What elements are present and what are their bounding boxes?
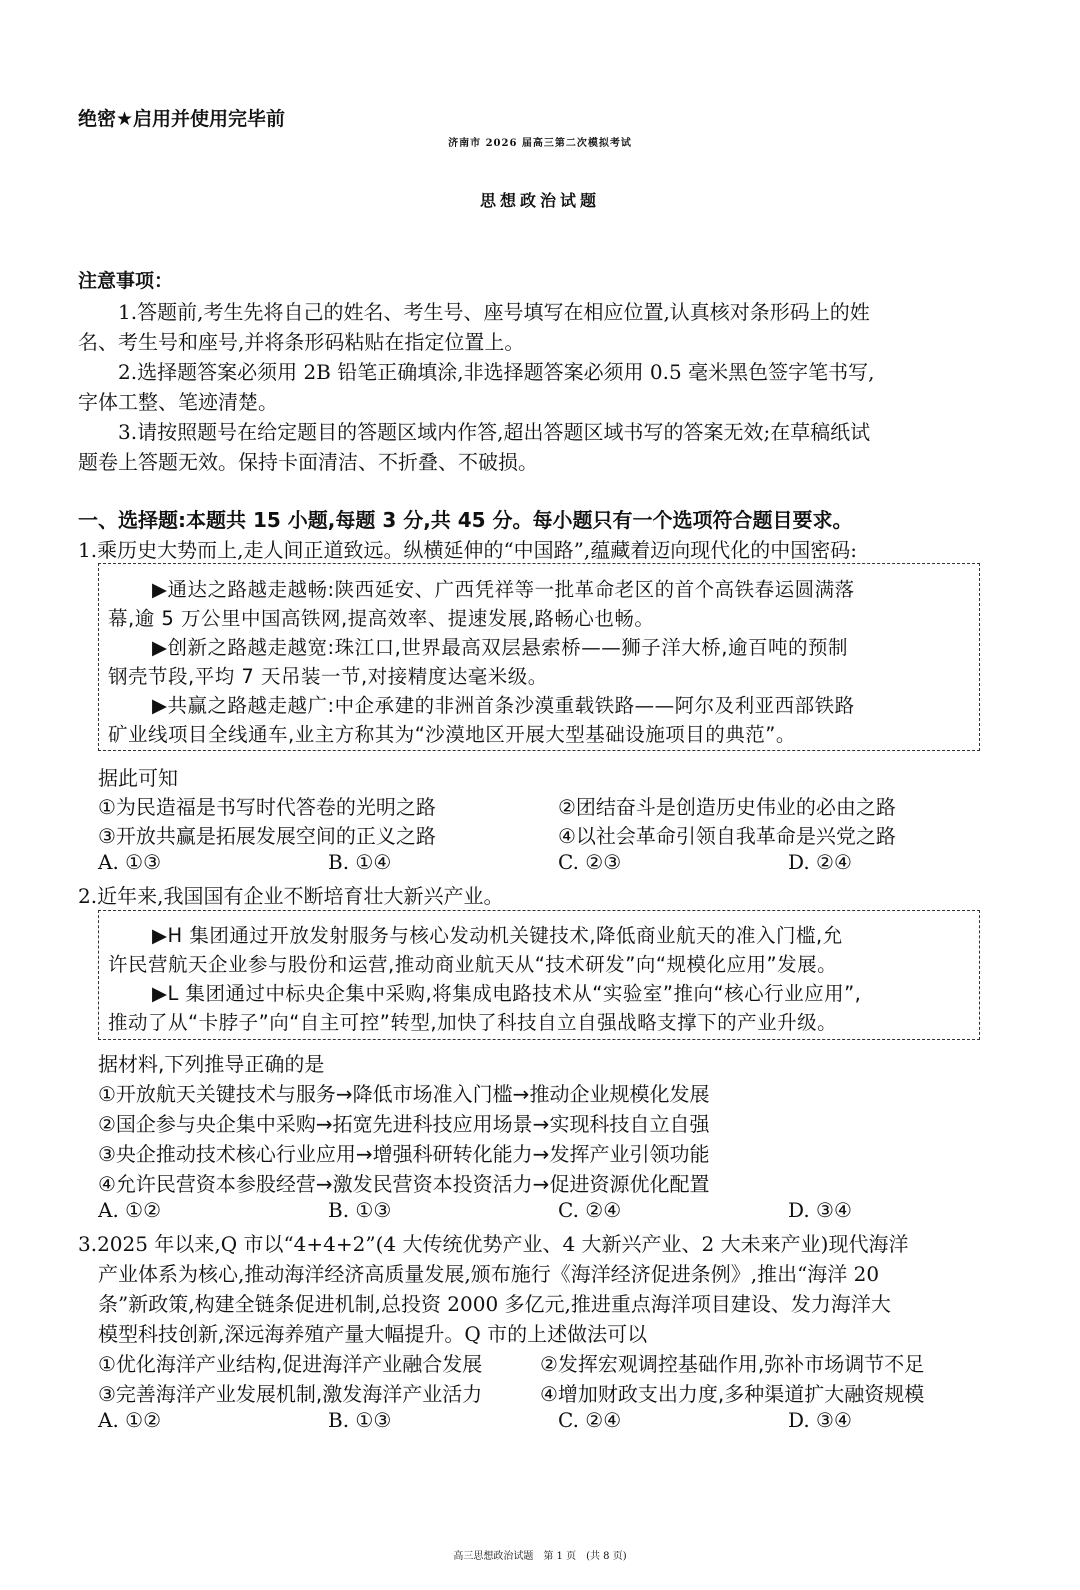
question-3-choice-d[interactable]: D. ③④ [788,1408,852,1432]
notes-line: 名、考生号和座号,并将条形码粘贴在指定位置上。 [78,330,525,354]
question-3-choice-a[interactable]: A. ①② [98,1408,162,1432]
question-1-choice-b[interactable]: B. ①④ [328,850,392,874]
notes-line: 2.选择题答案必须用 2B 铅笔正确填涂,非选择题答案必须用 0.5 毫米黑色签字笔书写, [118,360,875,384]
notes-heading: 注意事项： [78,270,174,292]
question-2-choice-a[interactable]: A. ①② [98,1198,162,1222]
material-line: ▶H 集团通过开放发射服务与核心发动机关键技术,降低商业航天的准入门槛,允 [152,924,843,947]
notes-line: 1.答题前,考生先将自己的姓名、考生号、座号填写在相应位置,认真核对条形码上的姓 [118,300,870,324]
question-1-option: ②团结奋斗是创造历史伟业的必由之路 [558,795,896,819]
question-3-choice-b[interactable]: B. ①③ [328,1408,392,1432]
question-3-option: ③完善海洋产业发展机制,激发海洋产业活力 [98,1382,483,1406]
question-3-choice-c[interactable]: C. ②④ [558,1408,622,1432]
notes-line: 字体工整、笔迹清楚。 [78,390,278,414]
question-2-option: ③央企推动技术核心行业应用→增强科研转化能力→发挥产业引领功能 [98,1142,710,1166]
material-line: ▶L 集团通过中标央企集中采购,将集成电路技术从“实验室”推向“核心行业应用”, [152,982,862,1005]
question-1-option: ③开放共赢是拓展发展空间的正义之路 [98,824,436,848]
question-1-stem: 1.乘历史大势而上,走人间正道致远。纵横延伸的“中国路”,蕴藏着迈向现代化的中国密码: [78,538,857,562]
question-2-prompt: 据材料,下列推导正确的是 [98,1052,325,1076]
question-2-option: ④允许民营资本参股经营→激发民营资本投资活力→促进资源优化配置 [98,1172,710,1196]
question-3-option: ①优化海洋产业结构,促进海洋产业融合发展 [98,1352,483,1376]
exam-subject-title: 思想政治试题 [479,191,600,210]
question-3-option: ②发挥宏观调控基础作用,弥补市场调节不足 [540,1352,925,1376]
material-line: ▶共赢之路越走越广:中企承建的非洲首条沙漠重载铁路——阿尔及利亚西部铁路 [152,694,855,717]
notes-line: 题卷上答题无效。保持卡面清洁、不折叠、不破损。 [78,450,538,474]
question-2-option: ①开放航天关键技术与服务→降低市场准入门槛→推动企业规模化发展 [98,1082,710,1106]
question-1-choice-a[interactable]: A. ①③ [98,850,162,874]
question-3-stem: 条”新政策,构建全链条促进机制,总投资 2000 多亿元,推进重点海洋项目建设、发力海洋大 [98,1292,891,1316]
question-1-option: ①为民造福是书写时代答卷的光明之路 [98,795,436,819]
question-1-choice-c[interactable]: C. ②③ [558,850,622,874]
question-2-stem: 2.近年来,我国国有企业不断培育壮大新兴产业。 [78,884,504,908]
question-3-stem: 产业体系为核心,推动海洋经济高质量发展,颁布施行《海洋经济促进条例》,推出“海洋 20 [98,1262,880,1286]
section-heading: 一、选择题:本题共 15 小题,每题 3 分,共 45 分。每小题只有一个选项符合题目要求。 [78,508,853,532]
question-3-stem: 3.2025 年以来,Q 市以“4+4+2”(4 大传统优势产业、4 大新兴产业、2 大未来产业)现代海洋 [78,1232,909,1256]
material-line: ▶创新之路越走越宽:珠江口,世界最高双层悬索桥——狮子洋大桥,逾百吨的预制 [152,636,848,659]
material-line: 矿业线项目全线通车,业主方称其为“沙漠地区开展大型基础设施项目的典范”。 [108,723,796,746]
question-2-choice-d[interactable]: D. ③④ [788,1198,852,1222]
page-footer: 高三思想政治试题 第 1 页 (共 8 页) [453,1551,627,1562]
question-3-option: ④增加财政支出力度,多种渠道扩大融资规模 [540,1382,925,1406]
question-3-stem: 模型科技创新,深远海养殖产量大幅提升。Q 市的上述做法可以 [98,1322,648,1346]
material-line: 推动了从“卡脖子”向“自主可控”转型,加快了科技自立自强战略支撑下的产业升级。 [108,1011,838,1034]
question-2-option: ②国企参与央企集中采购→拓宽先进科技应用场景→实现科技自立自强 [98,1112,710,1136]
question-1-choice-d[interactable]: D. ②④ [788,850,852,874]
material-line: 幕,逾 5 万公里中国高铁网,提高效率、提速发展,路畅心也畅。 [108,607,655,630]
question-1-prompt: 据此可知 [98,766,178,790]
secrecy-label: 绝密★启用并使用完毕前 [78,108,286,130]
material-line: ▶通达之路越走越畅:陕西延安、广西凭祥等一批革命老区的首个高铁春运圆满落 [152,578,855,601]
material-line: 许民营航天企业参与股份和运营,推动商业航天从“技术研发”向“规模化应用”发展。 [108,953,838,976]
material-line: 钢壳节段,平均 7 天吊装一节,对接精度达毫米级。 [108,665,548,688]
question-2-choice-b[interactable]: B. ①③ [328,1198,392,1222]
notes-line: 3.请按照题号在给定题目的答题区域内作答,超出答题区域书写的答案无效;在草稿纸试 [118,420,871,444]
question-1-option: ④以社会革命引领自我革命是兴党之路 [558,824,896,848]
question-2-choice-c[interactable]: C. ②④ [558,1198,622,1222]
exam-title: 济南市 2026 届高三第二次模拟考试 [448,138,632,149]
